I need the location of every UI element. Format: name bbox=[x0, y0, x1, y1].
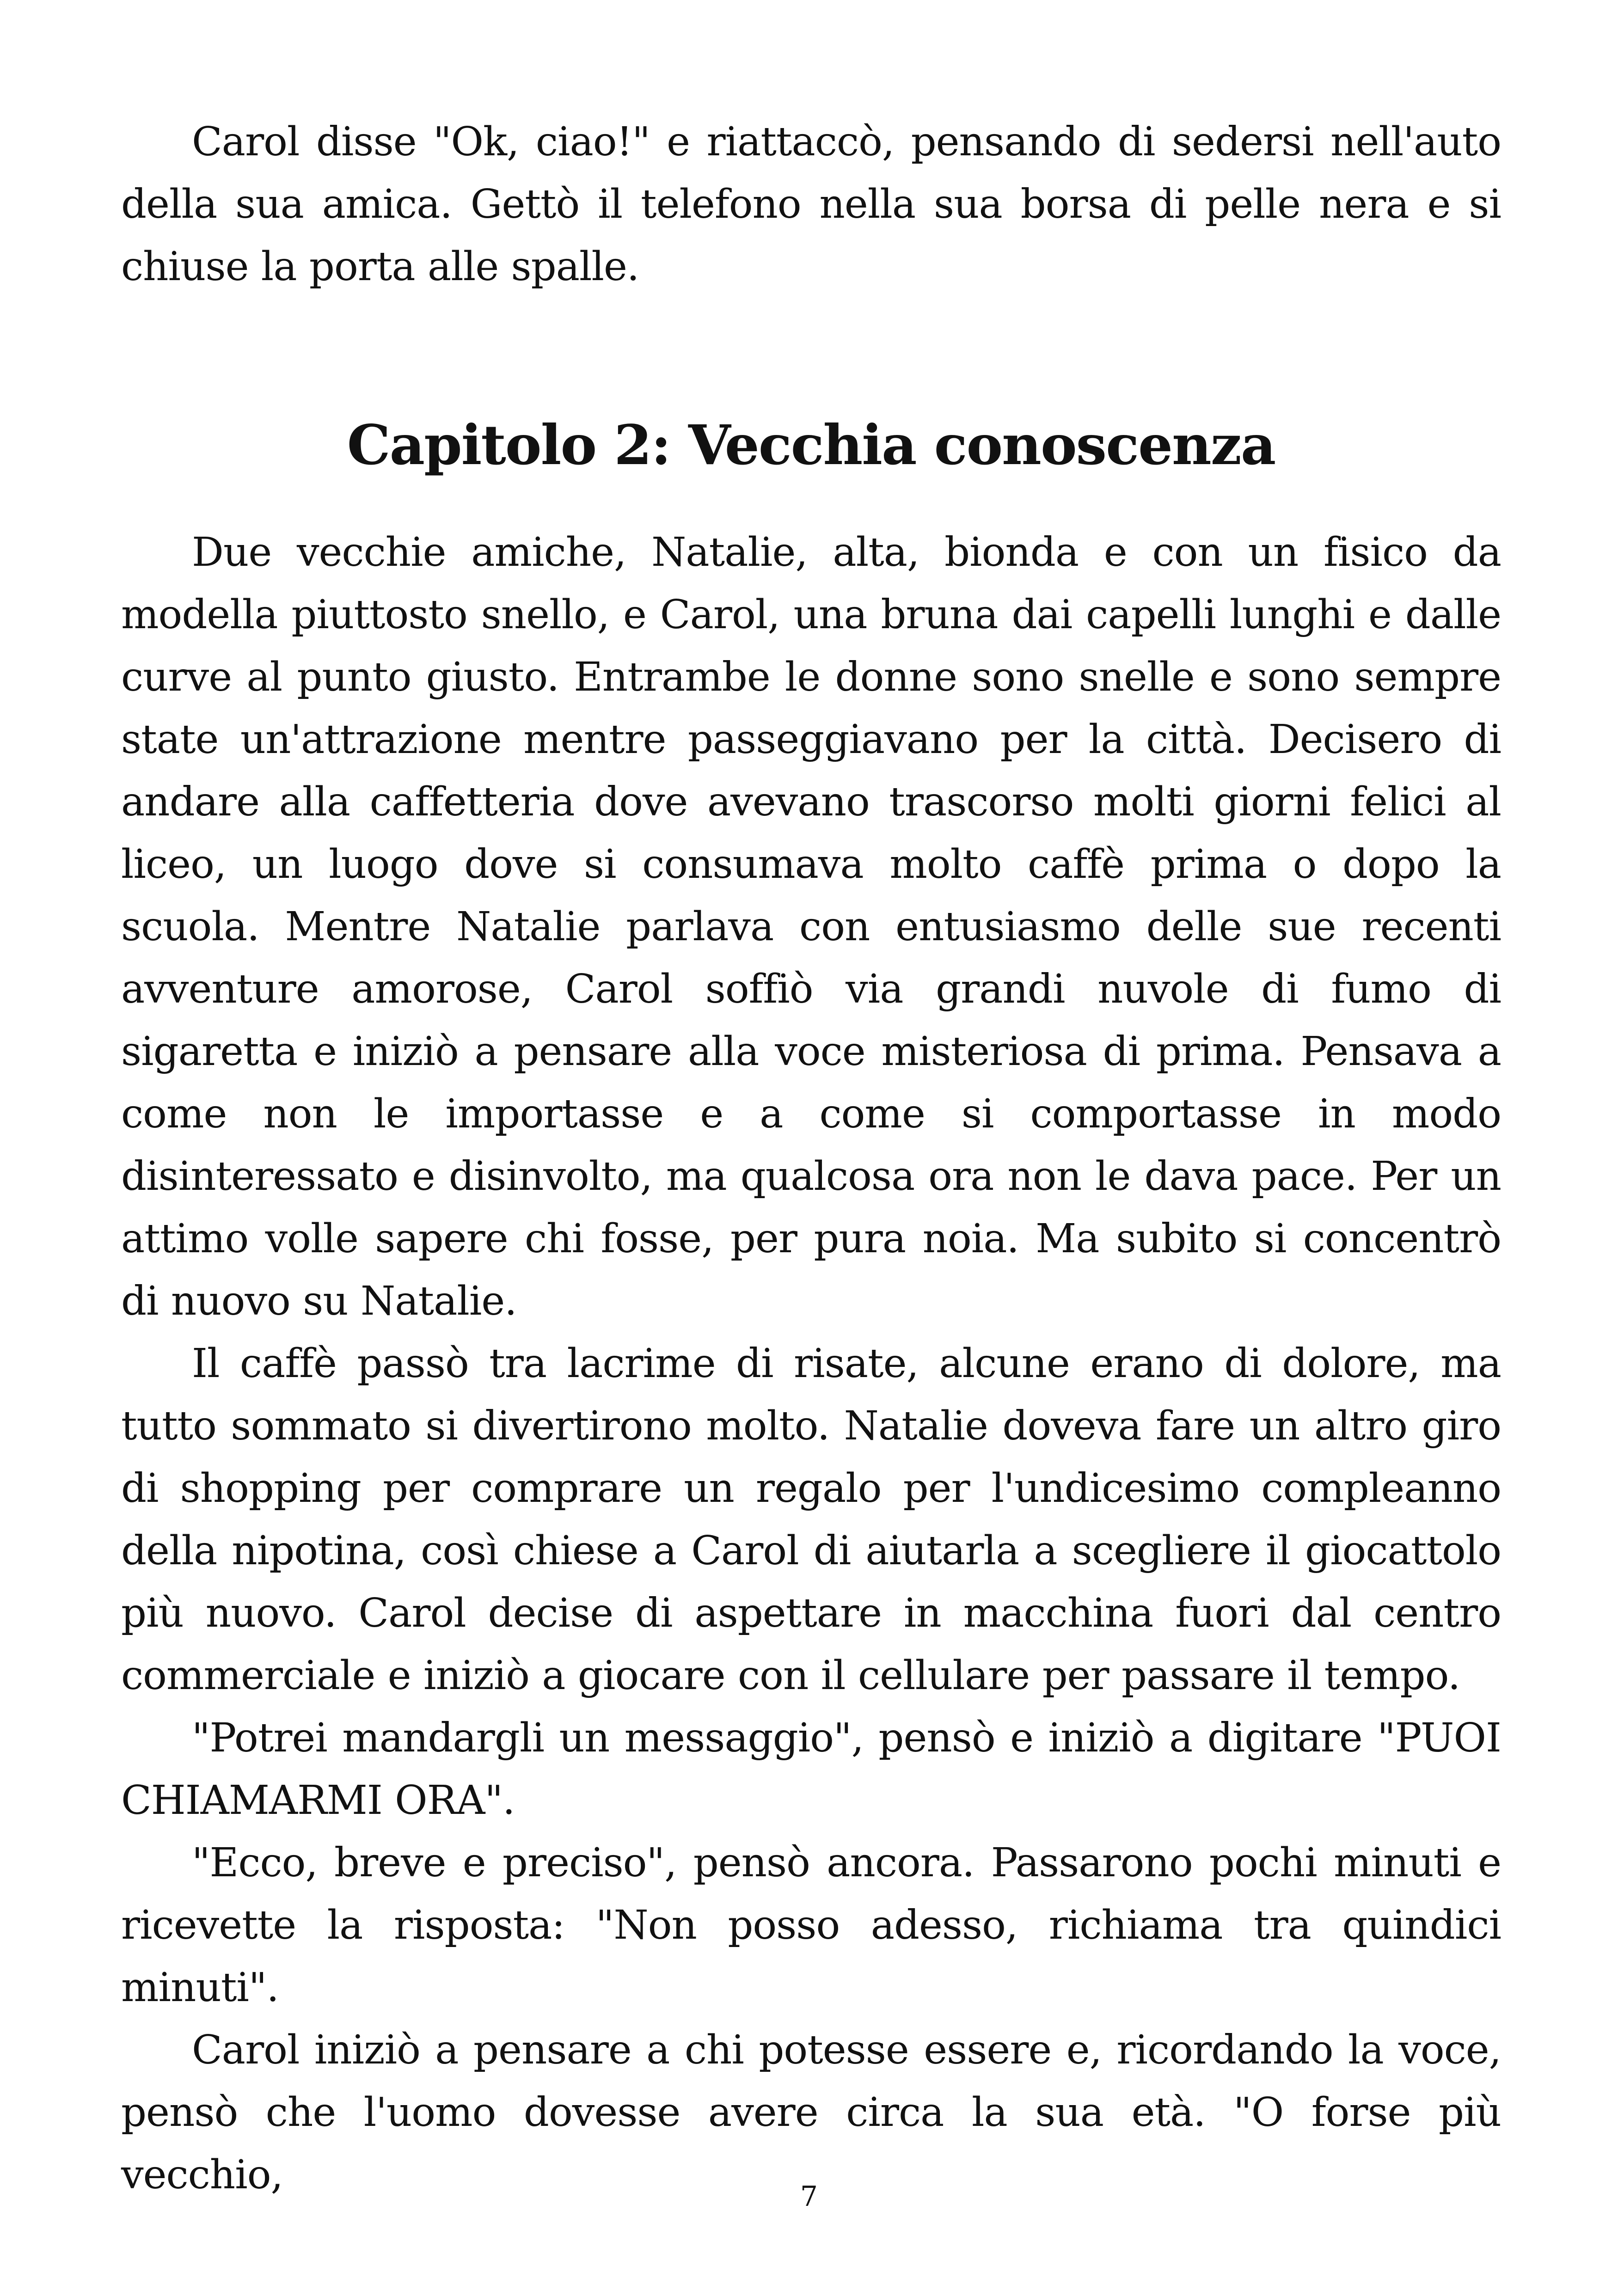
page-number: 7 bbox=[800, 2180, 818, 2213]
paragraph: Due vecchie amiche, Natalie, alta, bionda e con un fisico da modella piuttosto snello, e Carol, una bruna dai capelli lunghi e dalle curve al punto giusto. Entrambe le donne sono snelle e sono sempre state un'attrazione mentre passeggiavano per la città. Decisero di andare alla caffetteria dove avevano trascorso molti giorni felici al liceo, un luogo dove si consumava molto caffè prima o dopo la scuola. Mentre Natalie parlava con entusiasmo delle sue recenti avventure amorose, Carol soffiò via grandi nuvole di fumo di sigaretta e iniziò a pensare alla voce misteriosa di prima. Pensava a come non le importasse e a come si comportasse in modo disinteressato e disinvolto, ma qualcosa ora non le dava pace. Per un attimo volle sapere chi fosse, per pura noia. Ma subito si concentrò di nuovo su Natalie. bbox=[121, 529, 1501, 1324]
paragraph: Il caffè passò tra lacrime di risate, alcune erano di dolore, ma tutto sommato si divertirono molto. Natalie doveva fare un altro giro di shopping per comprare un regalo per l'undicesimo compleanno della nipotina, così chiese a Carol di aiutarla a scegliere il giocattolo più nuovo. Carol decise di aspettare in macchina fuori dal centro commerciale e iniziò a giocare con il cellulare per passare il tempo. bbox=[121, 1341, 1501, 1699]
paragraph: "Ecco, breve e preciso", pensò ancora. Passarono pochi minuti e ricevette la risposta: "Non posso adesso, richiama tra quindici minuti". bbox=[121, 1840, 1501, 2011]
chapter-title: Capitolo 2: Vecchia conoscenza bbox=[347, 413, 1275, 477]
paragraph: Carol iniziò a pensare a chi potesse essere e, ricordando la voce, pensò che l'uomo dovesse avere circa la sua età. "O forse più vecchio, bbox=[121, 2027, 1501, 2198]
chapter-body bbox=[121, 521, 1501, 2206]
paragraph: "Potrei mandargli un messaggio", pensò e iniziò a digitare "PUOI CHIAMARMI ORA". bbox=[121, 1715, 1501, 1824]
intro-paragraph: Carol disse "Ok, ciao!" e riattaccò, pensando di sedersi nell'auto della sua amica. Gettò il telefono nella sua borsa di pelle nera e si chiuse la porta alle spalle. bbox=[121, 119, 1501, 290]
